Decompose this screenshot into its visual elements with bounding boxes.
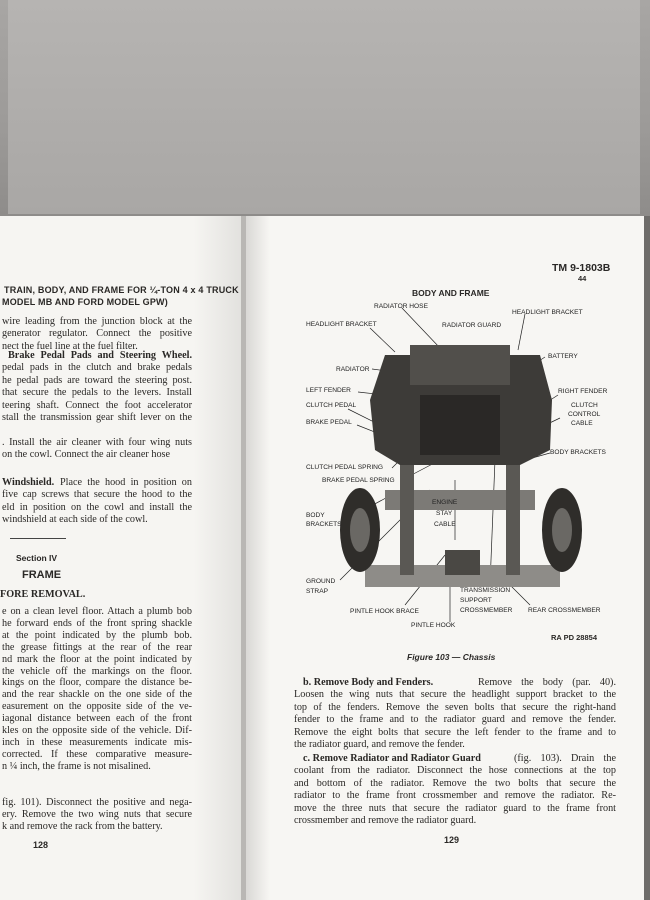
running-head: MODEL MB AND FORD MODEL GPW): [2, 297, 168, 307]
text-line: the grease fittings at the rear of the rear: [2, 641, 192, 653]
text-line: generator regulator. Connect the positive: [2, 328, 192, 340]
running-head: TRAIN, BODY, AND FRAME FOR ¼-TON 4 x 4 TRUCK: [4, 285, 239, 295]
text-line: nd mark the floor at the point indicated by: [2, 653, 192, 665]
label-radiator-guard: RADIATOR GUARD: [442, 322, 502, 329]
text-line: fender to the frame and to the radiator guard and remove the fender.: [294, 714, 616, 726]
text-line: radiator to the frame front crossmember and remove the radiator. Re-: [294, 790, 616, 802]
figure-caption: Figure 103 — Chassis: [407, 652, 496, 662]
text-line: n ¼ inch, the frame is not misalined.: [2, 760, 151, 772]
section-title: FRAME: [22, 569, 62, 581]
tm-sub: 44: [578, 274, 587, 283]
label-radiator: RADIATOR: [336, 366, 370, 373]
label-transmission-support: SUPPORT: [460, 597, 492, 604]
label-body-brackets: BRACKETS: [306, 521, 342, 528]
label-engine-stay-cable: CABLE: [434, 521, 456, 528]
text-line: stall the transmission gear shift lever on the: [2, 412, 192, 423]
label-brake-pedal-spring: BRAKE PEDAL SPRING: [322, 477, 395, 484]
text-line: the vehicle off the markings on the floor.: [2, 665, 192, 677]
text-line: coolant from the radiator. Disconnect the hose connections at the top: [294, 765, 616, 777]
section-label: Section IV: [16, 553, 58, 563]
label-ground-strap: GROUND: [306, 578, 336, 585]
label-battery: BATTERY: [548, 353, 578, 360]
text-line: kings on the floor, compare the distance be-: [2, 677, 192, 689]
text-line: wire leading from the junction block at the: [2, 316, 192, 327]
text-line: nect the fuel line at the fuel filter.: [2, 340, 138, 352]
subheading: FORE REMOVAL.: [0, 589, 86, 600]
text-line: the radiator guard, and remove the fender.: [294, 739, 465, 750]
text-line: ery. Remove the two wing nuts that secure: [2, 809, 192, 820]
paragraph-heading: Brake Pedal Pads and Steering Wheel.: [8, 350, 192, 361]
text-line: teering shaft. Connect the foot accelerator: [2, 399, 192, 411]
label-ground-strap: STRAP: [306, 588, 328, 595]
text-line: eld in position on the cowl and install the: [2, 501, 192, 513]
text-line: at the point indicated by the plumb bob.: [2, 629, 192, 641]
text-line: and bottom of the radiator. Remove the two bolts that secure the: [294, 777, 616, 789]
page-number: 129: [444, 835, 460, 845]
text-line: that secure the pedals to the levers. Install: [2, 387, 192, 399]
text-line: Loosen the wing nuts that secure the headlight support bracket to the: [294, 689, 616, 701]
label-engine-stay-cable: ENGINE: [432, 499, 458, 506]
label-radiator-hose: RADIATOR HOSE: [374, 303, 428, 310]
paragraph-heading: Windshield.: [2, 477, 55, 488]
label-headlight-bracket: HEADLIGHT BRACKET: [512, 309, 583, 316]
text-line: windshield at each side of the cowl.: [2, 514, 148, 526]
text-line: he forward ends of the front spring shackle: [2, 617, 192, 629]
paragraph-heading: c. Remove Radiator and Radiator Guard: [303, 753, 481, 764]
divider: [10, 538, 66, 539]
text-line: Place the hood in position on: [60, 477, 192, 488]
text-line: easurement on the opposite side of the ve-: [2, 701, 192, 713]
label-clutch-control-cable: CLUTCH: [571, 402, 598, 409]
text-line: iagonal distance between each of the front: [2, 713, 192, 725]
text-line: . Install the air cleaner with four wing nuts: [2, 437, 192, 448]
label-body-brackets: BODY: [306, 512, 325, 519]
text-line: inch in these measurements indicate mis-: [2, 736, 192, 748]
text-line: Remove the body (par. 40).: [478, 677, 616, 688]
text-line: fig. 101). Disconnect the positive and nega-: [2, 797, 192, 808]
label-clutch-pedal-spring: CLUTCH PEDAL SPRING: [306, 464, 384, 471]
label-left-fender: LEFT FENDER: [306, 387, 351, 394]
label-clutch-control-cable: CONTROL: [568, 411, 601, 418]
text-line: move the three nuts that secure the radiator guard to the frame front: [294, 802, 616, 814]
text-line: top of the fenders. Remove the seven bolts that secure the right-hand: [294, 701, 616, 713]
label-clutch-pedal: CLUTCH PEDAL: [306, 402, 357, 409]
tm-number: TM 9-1803B: [552, 262, 611, 274]
text-line: (fig. 103). Drain the: [514, 753, 616, 764]
figure-code: RA PD 28854: [551, 633, 597, 642]
label-body-brackets: BODY BRACKETS: [550, 449, 606, 456]
label-headlight-bracket: HEADLIGHT BRACKET: [306, 321, 377, 328]
text-line: pedal pads in the clutch and brake pedals: [2, 362, 192, 374]
label-transmission-support: TRANSMISSION: [460, 587, 511, 594]
label-engine-stay-cable: STAY: [436, 510, 453, 517]
text-line: k and remove the rack from the battery.: [2, 821, 163, 832]
label-rear-crossmember: REAR CROSSMEMBER: [528, 607, 601, 614]
figure-title: BODY AND FRAME: [412, 288, 490, 298]
text-line: corrected. If these comparative measure-: [2, 748, 192, 760]
label-brake-pedal: BRAKE PEDAL: [306, 419, 352, 426]
text-line: he pedal pads are toward the steering post.: [2, 374, 192, 386]
text-line: five cap screws that secure the hood to the: [2, 489, 192, 501]
label-pintle-hook: PINTLE HOOK: [411, 622, 456, 629]
text-line: kles on the opposite side of the vehicle. Dif-: [2, 725, 192, 736]
scanner-background: [0, 0, 650, 216]
text-line: on the cowl. Connect the air cleaner hose: [2, 449, 171, 461]
text-line: and the rear shackle on the one side of the: [2, 689, 192, 701]
label-pintle-hook-brace: PINTLE HOOK BRACE: [350, 608, 419, 615]
label-clutch-control-cable: CABLE: [571, 420, 593, 427]
paragraph-heading: b. Remove Body and Fenders.: [303, 677, 434, 688]
page-number: 128: [33, 840, 49, 850]
label-transmission-support: CROSSMEMBER: [460, 607, 513, 614]
text-line: e on a clean level floor. Attach a plumb bob: [2, 606, 192, 617]
text-line: crossmember and remove the radiator guard.: [294, 815, 477, 826]
page-edge: [644, 216, 650, 900]
label-right-fender: RIGHT FENDER: [558, 388, 608, 395]
text-line: Remove the eight bolts that secure the left fender to the frame and to: [294, 726, 616, 738]
